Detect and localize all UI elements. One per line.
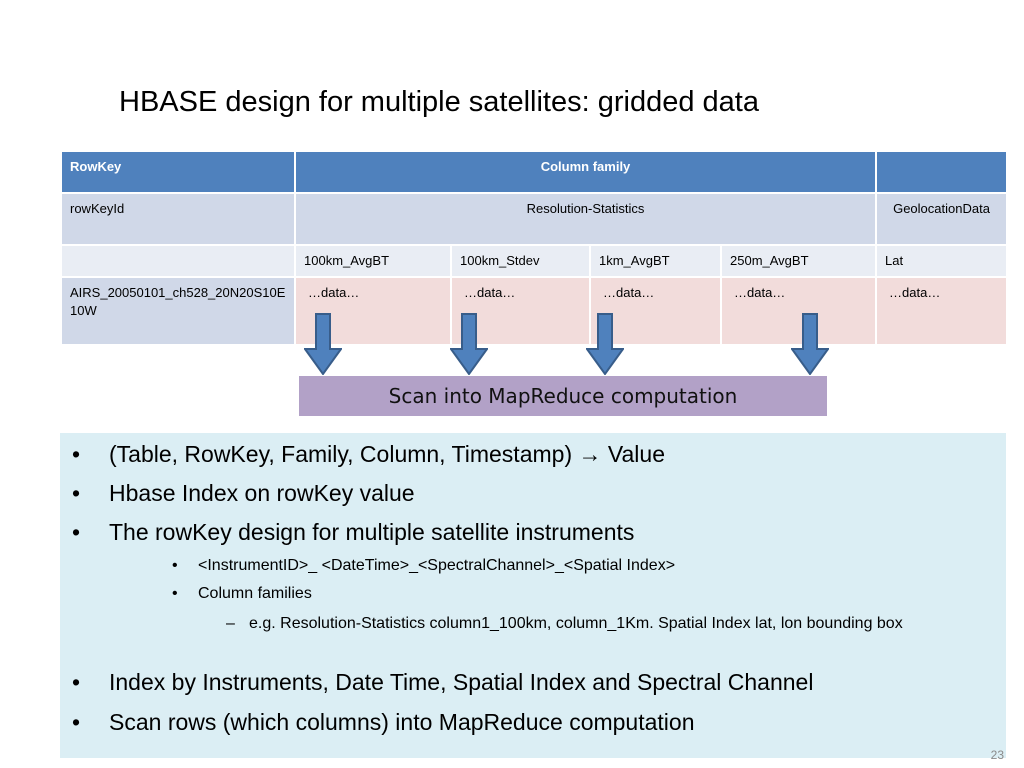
page-number: 23 (990, 748, 1004, 762)
bullet-marker: • (172, 585, 178, 602)
sub-sub-bullet-item (226, 613, 966, 635)
column-100km-avgbt: 100km_AvgBT (295, 245, 451, 277)
bullet-marker: • (172, 557, 178, 574)
down-arrow-icon (586, 313, 624, 375)
sub-bullet-item (172, 557, 675, 575)
data-cell: …data… (721, 277, 876, 345)
bullet-item (72, 709, 695, 736)
down-arrow-icon (450, 313, 488, 375)
sub-bullet-text: <InstrumentID>_ <DateTime>_<SpectralChannel>_<Spatial Index> (198, 557, 676, 574)
bullet-marker: • (72, 709, 81, 735)
scan-mapreduce-label: Scan into MapReduce computation (388, 384, 738, 408)
bullet-text: Scan rows (which columns) into MapReduce computation (109, 709, 695, 735)
subheader-geolocation-data: GeolocationData (876, 193, 1007, 245)
column-empty (61, 245, 295, 277)
table-header-row (61, 151, 1007, 193)
column-1km-avgbt: 1km_AvgBT (590, 245, 721, 277)
sub-sub-bullet-text: e.g. Resolution-Statistics column1_100km, column_1Km. Spatial Index lat, lon bounding box (249, 615, 903, 632)
data-cell: …data… (295, 277, 451, 345)
data-cell: …data… (590, 277, 721, 345)
column-lat: Lat (876, 245, 1007, 277)
slide-title: HBASE design for multiple satellites: gridded data (119, 86, 759, 118)
table-data-row (61, 277, 1007, 345)
bullet-marker: • (72, 669, 81, 695)
bullet-item (72, 519, 634, 546)
column-250m-avgbt: 250m_AvgBT (721, 245, 876, 277)
header-column-family: Column family (295, 151, 876, 193)
data-rowkey: AIRS_20050101_ch528_20N20S10E10W (61, 277, 295, 345)
bullet-marker: • (72, 519, 81, 545)
bullet-text: Index by Instruments, Date Time, Spatial Index and Spectral Channel (109, 669, 814, 695)
column-100km-stdev: 100km_Stdev (451, 245, 590, 277)
data-cell: …data… (876, 277, 1007, 345)
data-cell: …data… (451, 277, 590, 345)
bullet-text: Hbase Index on rowKey value (109, 480, 415, 506)
sub-bullet-item (172, 585, 312, 603)
subheader-rowkeyid: rowKeyId (61, 193, 295, 245)
table-columns-row (61, 245, 1007, 277)
header-rowkey: RowKey (61, 151, 295, 193)
sub-bullet-text: Column families (198, 585, 312, 602)
bullet-text: (Table, RowKey, Family, Column, Timestamp) → Value (109, 441, 665, 467)
down-arrow-icon (304, 313, 342, 375)
subheader-resolution-statistics: Resolution-Statistics (295, 193, 876, 245)
scan-mapreduce-box (299, 376, 827, 416)
down-arrow-icon (791, 313, 829, 375)
bullet-item (72, 480, 415, 507)
hbase-table (60, 150, 1008, 346)
bullet-marker: • (72, 480, 81, 506)
bullet-text: The rowKey design for multiple satellite instruments (109, 519, 635, 545)
bullet-list (60, 433, 1006, 758)
table-subheader-row (61, 193, 1007, 245)
bullet-marker: • (72, 441, 81, 467)
bullet-item (72, 441, 665, 468)
dash-marker: – (226, 615, 235, 632)
header-empty (876, 151, 1007, 193)
bullet-item (72, 669, 813, 696)
